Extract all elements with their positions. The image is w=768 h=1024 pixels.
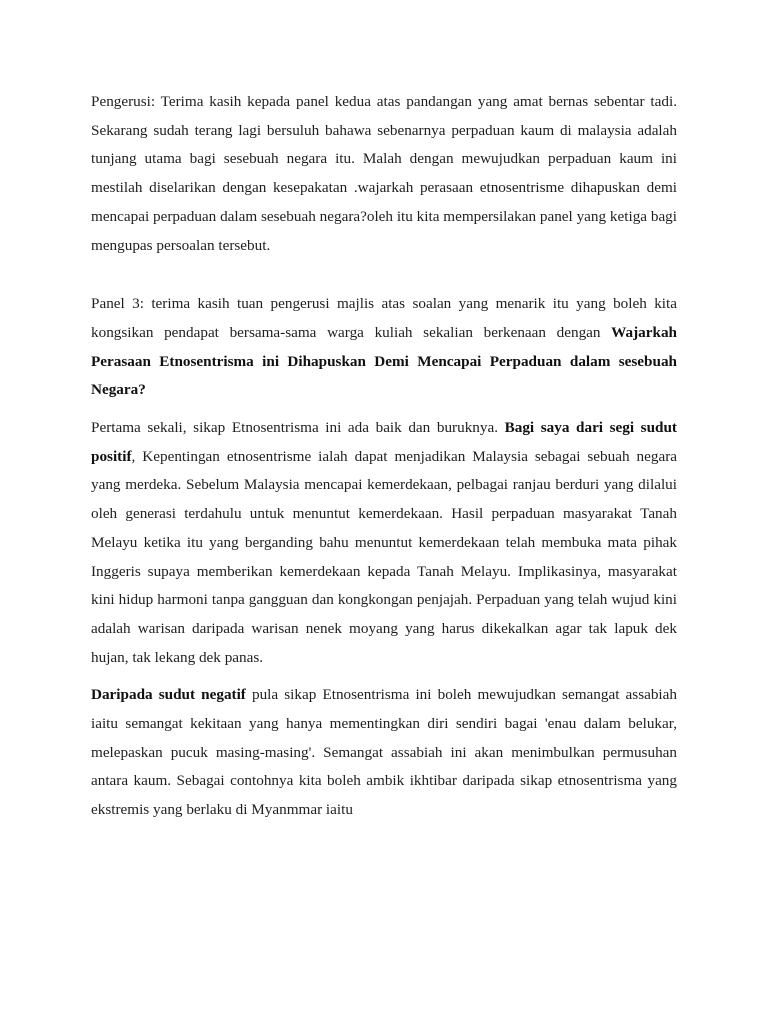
bold-negative-heading: Daripada sudut negatif [91, 686, 246, 704]
paragraph-chairman-intro [91, 88, 677, 260]
paragraph-negative-side [91, 681, 677, 825]
document-page [91, 88, 677, 825]
paragraph-text: Pertama sekali, sikap Etnosentrisma ini ada baik dan buruknya. [91, 419, 505, 437]
bold-positive-heading: Bagi saya dari segi sudut positif [91, 419, 677, 465]
paragraph-positive-side [91, 414, 677, 672]
paragraph-text: pula sikap Etnosentrisma ini boleh mewujudkan semangat assabiah iaitu semangat kekitaan yang hanya mementingkan diri sendiri bagai 'enau dalam belukar, melepaskan pucuk masing-masing'. Semangat assabiah ini akan menimbulkan permusuhan antara kaum. Sebagai contohnya kita boleh ambik ikhtibar daripada sikap etnosentrisma yang ekstremis yang berlaku di Myanmmar iaitu [91, 686, 677, 819]
paragraph-text: , Kepentingan etnosentrisme ialah dapat menjadikan Malaysia sebagai sebuah negara yang merdeka. Sebelum Malaysia mencapai kemerdekaan, pelbagai ranjau berduri yang dilalui oleh generasi terdahulu untuk menuntut kemerdekaan. Hasil perpaduan masyarakat Tanah Melayu ketika itu yang berganding bahu menuntut kemerdekaan telah membuka mata pihak Inggeris supaya memberikan kemerdekaan kepada Tanah Melayu. Implikasinya, masyarakat kini hidup harmoni tanpa gangguan dan kongkongan penjajah. Perpaduan yang telah wujud kini adalah warisan daripada warisan nenek moyang yang harus dikekalkan agar tak lapuk dek hujan, tak lekang dek panas. [91, 447, 677, 666]
paragraph-panel-3-opening [91, 290, 677, 405]
paragraph-text: Pengerusi: Terima kasih kepada panel kedua atas pandangan yang amat bernas sebentar tadi. Sekarang sudah terang lagi bersuluh bahawa sebenarnya perpaduan kaum di malaysia adalah tunjang utama bagi sesebuah negara itu. Malah dengan mewujudkan perpaduan kaum ini mestilah diselarikan dengan kesepakatan .wajarkah perasaan etnosentrisme dihapuskan demi mencapai perpaduan dalam sesebuah negara?oleh itu kita mempersilakan panel yang ketiga bagi mengupas persoalan tersebut. [91, 93, 677, 254]
paragraph-text: Panel 3: terima kasih tuan pengerusi majlis atas soalan yang menarik itu yang boleh kita kongsikan pendapat bersama-sama warga kuliah sekalian berkenaan dengan [91, 295, 677, 341]
bold-topic-question: Wajarkah Perasaan Etnosentrisma ini Dihapuskan Demi Mencapai Perpaduan dalam sesebuah Negara? [91, 323, 677, 399]
